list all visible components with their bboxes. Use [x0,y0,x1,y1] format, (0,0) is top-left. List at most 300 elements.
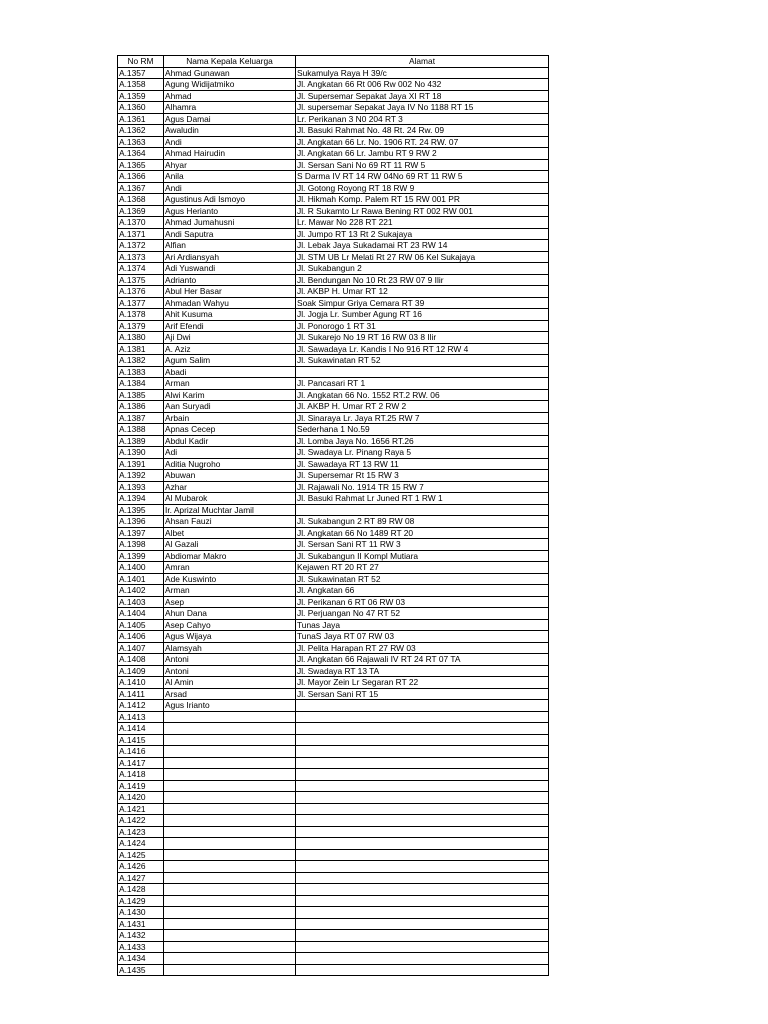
table-row [118,182,549,194]
cell-no-rm: A.1420 [118,792,164,804]
cell-alamat: Jl. Supersemar Rt 15 RW 3 [296,470,549,482]
cell-alamat: Jl. AKBP H. Umar RT 12 [296,286,549,298]
cell-nama [164,803,296,815]
cell-nama [164,964,296,976]
cell-nama: Arbain [164,412,296,424]
cell-no-rm: A.1397 [118,527,164,539]
table-row [118,389,549,401]
header-alamat: Alamat [296,56,549,68]
cell-alamat: Soak Simpur Griya Cemara RT 39 [296,297,549,309]
cell-no-rm: A.1416 [118,746,164,758]
cell-alamat: Jl. Sukabangun II Kompl Mutiara [296,550,549,562]
cell-nama: Asep Cahyo [164,619,296,631]
cell-nama: Aan Suryadi [164,401,296,413]
table-row [118,343,549,355]
cell-no-rm: A.1392 [118,470,164,482]
cell-no-rm: A.1435 [118,964,164,976]
cell-no-rm: A.1368 [118,194,164,206]
cell-alamat [296,815,549,827]
cell-no-rm: A.1383 [118,366,164,378]
cell-nama: Adi Yuswandi [164,263,296,275]
cell-nama: Abuwan [164,470,296,482]
table-row [118,309,549,321]
cell-alamat: Jl. AKBP H. Umar RT 2 RW 2 [296,401,549,413]
table-row [118,757,549,769]
cell-alamat: Jl. Sersan Sani No 69 RT 11 RW 5 [296,159,549,171]
cell-no-rm: A.1426 [118,861,164,873]
cell-nama: Azhar [164,481,296,493]
cell-alamat [296,826,549,838]
table-row [118,838,549,850]
table-row [118,780,549,792]
cell-no-rm: A.1380 [118,332,164,344]
cell-alamat: Tunas Jaya [296,619,549,631]
cell-alamat [296,711,549,723]
cell-alamat [296,838,549,850]
cell-alamat: Jl. Bendungan No 10 Rt 23 RW 07 9 Ilir [296,274,549,286]
table-row [118,619,549,631]
cell-nama [164,884,296,896]
cell-nama: Aditia Nugroho [164,458,296,470]
cell-no-rm: A.1431 [118,918,164,930]
table-row [118,861,549,873]
cell-alamat [296,941,549,953]
cell-no-rm: A.1430 [118,907,164,919]
cell-alamat: Jl. Rajawali No. 1914 TR 15 RW 7 [296,481,549,493]
table-row [118,769,549,781]
cell-nama: Andi [164,136,296,148]
table-row [118,401,549,413]
cell-nama: Ari Ardiansyah [164,251,296,263]
cell-nama: Ahmad Jumahusni [164,217,296,229]
table-row [118,918,549,930]
cell-alamat: Jl. Pelita Harapan RT 27 RW 03 [296,642,549,654]
table-row [118,355,549,367]
cell-alamat [296,803,549,815]
cell-alamat: Jl. Sukarejo No 19 RT 16 RW 03 8 Ilir [296,332,549,344]
cell-nama [164,872,296,884]
cell-no-rm: A.1390 [118,447,164,459]
cell-nama: Ade Kuswinto [164,573,296,585]
cell-no-rm: A.1393 [118,481,164,493]
cell-alamat: Jl. supersemar Sepakat Jaya IV No 1188 RT 15 [296,102,549,114]
cell-nama: Arif Efendi [164,320,296,332]
cell-alamat: Jl. Perikanan 6 RT 06 RW 03 [296,596,549,608]
cell-nama [164,746,296,758]
cell-nama: Ahyar [164,159,296,171]
cell-no-rm: A.1387 [118,412,164,424]
table-row [118,171,549,183]
cell-alamat: Jl. Jogja Lr. Sumber Agung RT 16 [296,309,549,321]
cell-no-rm: A.1415 [118,734,164,746]
table-row [118,654,549,666]
cell-nama: Andi Saputra [164,228,296,240]
table-row [118,631,549,643]
cell-alamat [296,930,549,942]
table-row [118,136,549,148]
cell-nama: Ahmad [164,90,296,102]
cell-no-rm: A.1367 [118,182,164,194]
cell-nama [164,953,296,965]
cell-nama: Ir. Aprizal Muchtar Jamil [164,504,296,516]
table-row [118,113,549,125]
cell-nama: Alwi Karim [164,389,296,401]
cell-no-rm: A.1379 [118,320,164,332]
table-row [118,366,549,378]
cell-no-rm: A.1411 [118,688,164,700]
table-row [118,596,549,608]
table-row [118,447,549,459]
cell-nama: Adi [164,447,296,459]
cell-nama [164,780,296,792]
cell-alamat [296,849,549,861]
table-row [118,550,549,562]
cell-nama: Agus Irianto [164,700,296,712]
cell-no-rm: A.1360 [118,102,164,114]
cell-alamat: Jl. Lebak Jaya Sukadamai RT 23 RW 14 [296,240,549,252]
cell-no-rm: A.1405 [118,619,164,631]
cell-nama: Agung Widijatmiko [164,79,296,91]
cell-no-rm: A.1404 [118,608,164,620]
cell-nama: Ahmad Gunawan [164,67,296,79]
cell-no-rm: A.1418 [118,769,164,781]
table-row [118,228,549,240]
cell-nama: Asep [164,596,296,608]
cell-no-rm: A.1388 [118,424,164,436]
cell-no-rm: A.1373 [118,251,164,263]
table-row [118,665,549,677]
cell-alamat: Sederhana 1 No.59 [296,424,549,436]
cell-no-rm: A.1377 [118,297,164,309]
cell-nama [164,930,296,942]
cell-alamat [296,366,549,378]
table-row [118,435,549,447]
table-row [118,251,549,263]
cell-no-rm: A.1424 [118,838,164,850]
cell-no-rm: A.1389 [118,435,164,447]
cell-no-rm: A.1361 [118,113,164,125]
cell-nama [164,769,296,781]
cell-alamat: Lr. Perikanan 3 N0 204 RT 3 [296,113,549,125]
cell-alamat [296,861,549,873]
cell-alamat: Kejawen RT 20 RT 27 [296,562,549,574]
cell-alamat [296,907,549,919]
cell-no-rm: A.1374 [118,263,164,275]
cell-alamat: Jl. Lomba Jaya No. 1656 RT.26 [296,435,549,447]
cell-no-rm: A.1398 [118,539,164,551]
cell-alamat [296,792,549,804]
cell-nama: Andi [164,182,296,194]
cell-alamat: Jl. Jumpo RT 13 Rt 2 Sukajaya [296,228,549,240]
table-row [118,217,549,229]
table-row [118,274,549,286]
cell-no-rm: A.1423 [118,826,164,838]
table-row [118,148,549,160]
cell-nama [164,941,296,953]
cell-nama: Alfian [164,240,296,252]
cell-alamat: S Darma IV RT 14 RW 04No 69 RT 11 RW 5 [296,171,549,183]
cell-nama: Abadi [164,366,296,378]
cell-no-rm: A.1363 [118,136,164,148]
cell-nama: Ahit Kusuma [164,309,296,321]
cell-alamat [296,757,549,769]
table-row [118,884,549,896]
cell-alamat: Jl. Angkatan 66 Rajawali IV RT 24 RT 07 TA [296,654,549,666]
table-row [118,205,549,217]
cell-no-rm: A.1382 [118,355,164,367]
table-row [118,700,549,712]
cell-nama: Alhamra [164,102,296,114]
table-row [118,493,549,505]
cell-nama: Arman [164,585,296,597]
cell-nama: Ahmadan Wahyu [164,297,296,309]
table-row [118,481,549,493]
cell-no-rm: A.1362 [118,125,164,137]
cell-nama [164,918,296,930]
cell-nama: Al Amin [164,677,296,689]
table-row [118,642,549,654]
cell-no-rm: A.1391 [118,458,164,470]
cell-alamat: Jl. Angkatan 66 No. 1552 RT.2 RW. 06 [296,389,549,401]
table-row [118,953,549,965]
cell-alamat: Jl. Sersan Sani RT 11 RW 3 [296,539,549,551]
cell-no-rm: A.1358 [118,79,164,91]
cell-nama: Al Gazali [164,539,296,551]
cell-alamat [296,769,549,781]
cell-alamat [296,734,549,746]
cell-no-rm: A.1425 [118,849,164,861]
cell-no-rm: A.1366 [118,171,164,183]
table-row [118,941,549,953]
cell-alamat: Jl. Angkatan 66 Lr. No. 1906 RT. 24 RW. 07 [296,136,549,148]
cell-no-rm: A.1419 [118,780,164,792]
cell-no-rm: A.1434 [118,953,164,965]
cell-alamat [296,918,549,930]
cell-nama: Agustinus Adi Ismoyo [164,194,296,206]
cell-nama: Anila [164,171,296,183]
cell-alamat [296,964,549,976]
cell-alamat: Jl. Perjuangan No 47 RT 52 [296,608,549,620]
cell-no-rm: A.1414 [118,723,164,735]
cell-nama [164,815,296,827]
table-row [118,504,549,516]
table-row [118,895,549,907]
cell-alamat: Jl. Pancasari RT 1 [296,378,549,390]
table-row [118,79,549,91]
cell-nama: Antoni [164,654,296,666]
cell-alamat [296,723,549,735]
cell-no-rm: A.1400 [118,562,164,574]
cell-no-rm: A.1394 [118,493,164,505]
table-row [118,803,549,815]
cell-alamat: Jl. Basuki Rahmat No. 48 Rt. 24 Rw. 09 [296,125,549,137]
cell-no-rm: A.1376 [118,286,164,298]
cell-nama: Agum Salim [164,355,296,367]
cell-nama: A. Aziz [164,343,296,355]
header-no-rm: No RM [118,56,164,68]
table-row [118,378,549,390]
cell-no-rm: A.1408 [118,654,164,666]
table-row [118,746,549,758]
cell-alamat: Jl. R Sukamto Lr Rawa Bening RT 002 RW 001 [296,205,549,217]
cell-no-rm: A.1421 [118,803,164,815]
cell-alamat: Jl. Mayor Zein Lr Segaran RT 22 [296,677,549,689]
table-row [118,516,549,528]
cell-nama: Alamsyah [164,642,296,654]
table-row [118,815,549,827]
cell-no-rm: A.1378 [118,309,164,321]
cell-nama: Arman [164,378,296,390]
table-row [118,826,549,838]
cell-no-rm: A.1407 [118,642,164,654]
cell-nama: Al Mubarok [164,493,296,505]
cell-no-rm: A.1432 [118,930,164,942]
table-row [118,320,549,332]
table-row [118,849,549,861]
cell-nama: Adrianto [164,274,296,286]
table-row [118,286,549,298]
cell-alamat: Jl. Basuki Rahmat Lr Juned RT 1 RW 1 [296,493,549,505]
cell-no-rm: A.1386 [118,401,164,413]
cell-no-rm: A.1413 [118,711,164,723]
table-row [118,332,549,344]
cell-nama [164,849,296,861]
header-nama-kepala-keluarga: Nama Kepala Keluarga [164,56,296,68]
cell-nama [164,792,296,804]
cell-no-rm: A.1396 [118,516,164,528]
cell-alamat: Sukamulya Raya H 39/c [296,67,549,79]
cell-no-rm: A.1403 [118,596,164,608]
header-row [118,56,549,68]
cell-no-rm: A.1401 [118,573,164,585]
cell-alamat [296,504,549,516]
table-row [118,194,549,206]
cell-alamat [296,746,549,758]
cell-nama: Apnas Cecep [164,424,296,436]
cell-nama: Ahmad Hairudin [164,148,296,160]
cell-no-rm: A.1427 [118,872,164,884]
cell-alamat: Jl. Gotong Royong RT 18 RW 9 [296,182,549,194]
cell-no-rm: A.1371 [118,228,164,240]
cell-no-rm: A.1364 [118,148,164,160]
cell-no-rm: A.1395 [118,504,164,516]
table-row [118,424,549,436]
table-row [118,677,549,689]
table-row [118,711,549,723]
cell-alamat [296,780,549,792]
cell-nama [164,838,296,850]
cell-alamat [296,884,549,896]
cell-no-rm: A.1410 [118,677,164,689]
table-row [118,470,549,482]
cell-alamat: Jl. Supersemar Sepakat Jaya XI RT 18 [296,90,549,102]
cell-no-rm: A.1433 [118,941,164,953]
cell-alamat: Jl. Swadaya Lr. Pinang Raya 5 [296,447,549,459]
cell-alamat: Jl. Angkatan 66 [296,585,549,597]
table-row [118,539,549,551]
table-row [118,297,549,309]
table-row [118,723,549,735]
cell-alamat: Jl. Sinaraya Lr. Jaya RT.25 RW 7 [296,412,549,424]
table-row [118,688,549,700]
table-row [118,90,549,102]
cell-nama [164,723,296,735]
cell-nama: Albet [164,527,296,539]
cell-no-rm: A.1385 [118,389,164,401]
cell-no-rm: A.1381 [118,343,164,355]
table-row [118,792,549,804]
cell-no-rm: A.1406 [118,631,164,643]
cell-no-rm: A.1402 [118,585,164,597]
cell-nama: Arsad [164,688,296,700]
cell-alamat: TunaS Jaya RT 07 RW 03 [296,631,549,643]
cell-no-rm: A.1409 [118,665,164,677]
table-row [118,608,549,620]
table-row [118,562,549,574]
cell-nama: Agus Herianto [164,205,296,217]
cell-nama: Aji Dwi [164,332,296,344]
cell-nama [164,907,296,919]
table-row [118,585,549,597]
table-row [118,907,549,919]
cell-alamat: Jl. Angkatan 66 No 1489 RT 20 [296,527,549,539]
table-row [118,573,549,585]
cell-nama: Amran [164,562,296,574]
cell-nama: Agus Wijaya [164,631,296,643]
cell-no-rm: A.1399 [118,550,164,562]
cell-no-rm: A.1412 [118,700,164,712]
cell-no-rm: A.1384 [118,378,164,390]
cell-nama: Ahsan Fauzi [164,516,296,528]
cell-no-rm: A.1357 [118,67,164,79]
table-row [118,125,549,137]
cell-alamat [296,895,549,907]
table-row [118,872,549,884]
cell-no-rm: A.1417 [118,757,164,769]
table-row [118,412,549,424]
cell-nama: Abul Her Basar [164,286,296,298]
table-row [118,458,549,470]
cell-nama: Antoni [164,665,296,677]
cell-nama: Abdul Kadir [164,435,296,447]
cell-no-rm: A.1422 [118,815,164,827]
cell-alamat: Jl. Angkatan 66 Lr. Jambu RT 9 RW 2 [296,148,549,160]
cell-alamat: Jl. Ponorogo 1 RT 31 [296,320,549,332]
cell-alamat: Jl. Swadaya RT 13 TA [296,665,549,677]
cell-nama [164,734,296,746]
table-row [118,734,549,746]
cell-alamat [296,872,549,884]
table-row [118,67,549,79]
cell-alamat: Jl. Sukawinatan RT 52 [296,573,549,585]
table-row [118,930,549,942]
cell-nama: Awaludin [164,125,296,137]
cell-nama [164,895,296,907]
table-row [118,527,549,539]
cell-no-rm: A.1429 [118,895,164,907]
cell-alamat [296,700,549,712]
cell-alamat [296,953,549,965]
cell-alamat: Jl. Sawadaya Lr. Kandis I No 916 RT 12 RW 4 [296,343,549,355]
cell-alamat: Jl. STM UB Lr Melati Rt 27 RW 06 Kel Sukajaya [296,251,549,263]
cell-no-rm: A.1359 [118,90,164,102]
cell-nama [164,711,296,723]
cell-nama: Abdiomar Makro [164,550,296,562]
table-row [118,102,549,114]
cell-no-rm: A.1428 [118,884,164,896]
cell-alamat: Lr. Mawar No 228 RT 221 [296,217,549,229]
cell-no-rm: A.1370 [118,217,164,229]
